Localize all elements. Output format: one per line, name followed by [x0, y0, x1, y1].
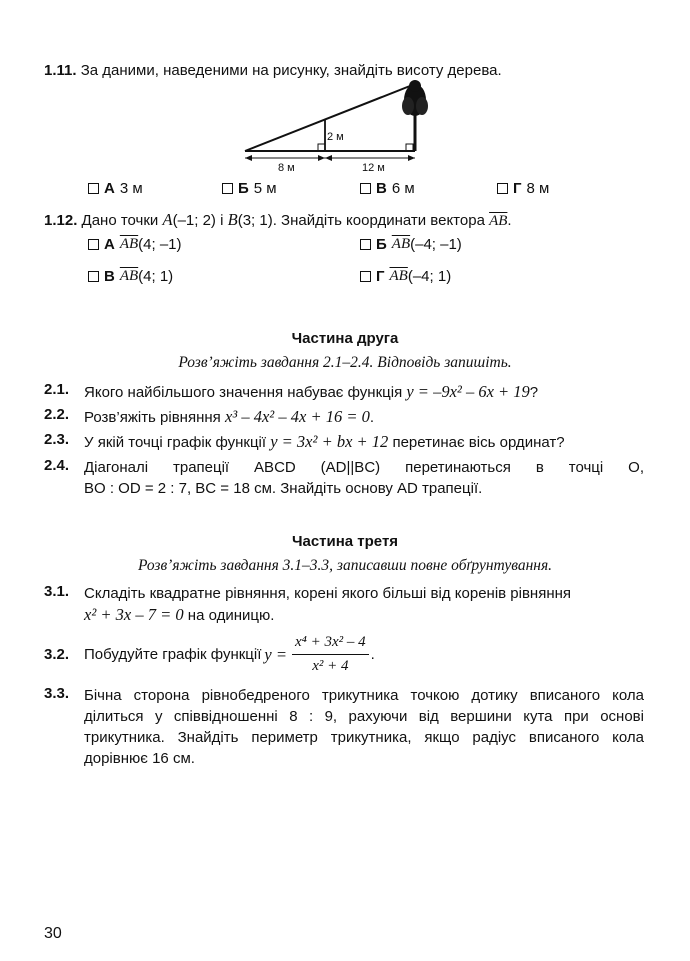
checkbox[interactable] [88, 239, 99, 250]
part-3-title: Частина третя [291, 533, 399, 550]
part-3-instruction: Розв’яжіть завдання 3.1–3.3, записавши повне обґрунтування. [137, 557, 553, 574]
label-8m: 8 м [278, 162, 295, 174]
option-1-11-b[interactable]: Б 5 м [222, 180, 277, 197]
task-number: 1.12. [44, 212, 78, 229]
task-2-2: 2.2. Розв’яжіть рівняння x³ – 4x² – 4x + 16 = 0. [44, 406, 375, 426]
tree-icon [402, 80, 428, 116]
option-1-12-b[interactable]: Б $\overline{AB}$ (–4; –1) [360, 236, 462, 253]
task-3-1: 3.1. Складіть квадратне рівняння, корені якого більші від коренів рівняння x² + 3x – 7 = 0 на одиницю. [44, 583, 572, 624]
task-2-3: 2.3. У якій точці графік функції y = 3x² + bx + 12 перетинає вісь ординат? [44, 431, 565, 451]
checkbox[interactable] [497, 183, 508, 194]
fraction: $\frac{\text{x⁴ + 3x² – 4}}{\text{x² + 4}}$ [292, 632, 369, 677]
task-3-3: 3.3. Бічна сторона рівнобедреного трикутника точкою дотику вписаного кола ділиться у співвідношенні 8 : 9, рахуючи від вершини кута при основі трикутника. Знайдіть периметр трикутника, якщо радіус вписаного кола дорівнює 16 см. [44, 685, 644, 767]
task-text: За даними, наведеними на рисунку, знайдіть висоту дерева. [80, 62, 502, 79]
task-1-12: 1.12. Дано точки A(–1; 2) і B(3; 1). Знайдіть координати вектора $\overline{AB}$. [44, 210, 512, 229]
tree-diagram [230, 78, 450, 183]
page-number: 30 [44, 925, 62, 942]
checkbox[interactable] [360, 271, 371, 282]
checkbox[interactable] [222, 183, 233, 194]
task-3-2: 3.2. Побудуйте графік функції y = $\frac{\text{x⁴ + 3x² – 4}}{\text{x² + 4}}$ . [44, 632, 644, 676]
checkbox[interactable] [360, 183, 371, 194]
option-1-11-a[interactable]: А 3 м [88, 180, 143, 197]
checkbox[interactable] [88, 271, 99, 282]
option-1-12-a[interactable]: А $\overline{AB}$ (4; –1) [88, 236, 182, 253]
option-1-12-d[interactable]: Г $\overline{AB}$ (–4; 1) [360, 268, 451, 285]
task-1-11 [44, 62, 502, 79]
task-2-1: 2.1. Якого найбільшого значення набуває функція y = –9x² – 6x + 19? [44, 381, 539, 401]
label-2m: 2 м [327, 131, 344, 143]
part-2-instruction: Розв’яжіть завдання 2.1–2.4. Відповідь запишіть. [178, 354, 512, 371]
task-number: 1.11. [44, 62, 77, 79]
option-1-12-c[interactable]: В $\overline{AB}$ (4; 1) [88, 268, 173, 285]
label-12m: 12 м [362, 162, 385, 174]
part-2-title: Частина друга [291, 330, 399, 347]
checkbox[interactable] [88, 183, 99, 194]
option-1-11-d[interactable]: Г 8 м [497, 180, 549, 197]
option-1-11-c[interactable]: В 6 м [360, 180, 415, 197]
task-2-4: 2.4. Діагоналі трапеції ABCD (AD||BC) перетинаються в точці O, BO : OD = 2 : 7, BC = 18 см. Знайдіть основу AD трапеції. [44, 457, 644, 497]
checkbox[interactable] [360, 239, 371, 250]
